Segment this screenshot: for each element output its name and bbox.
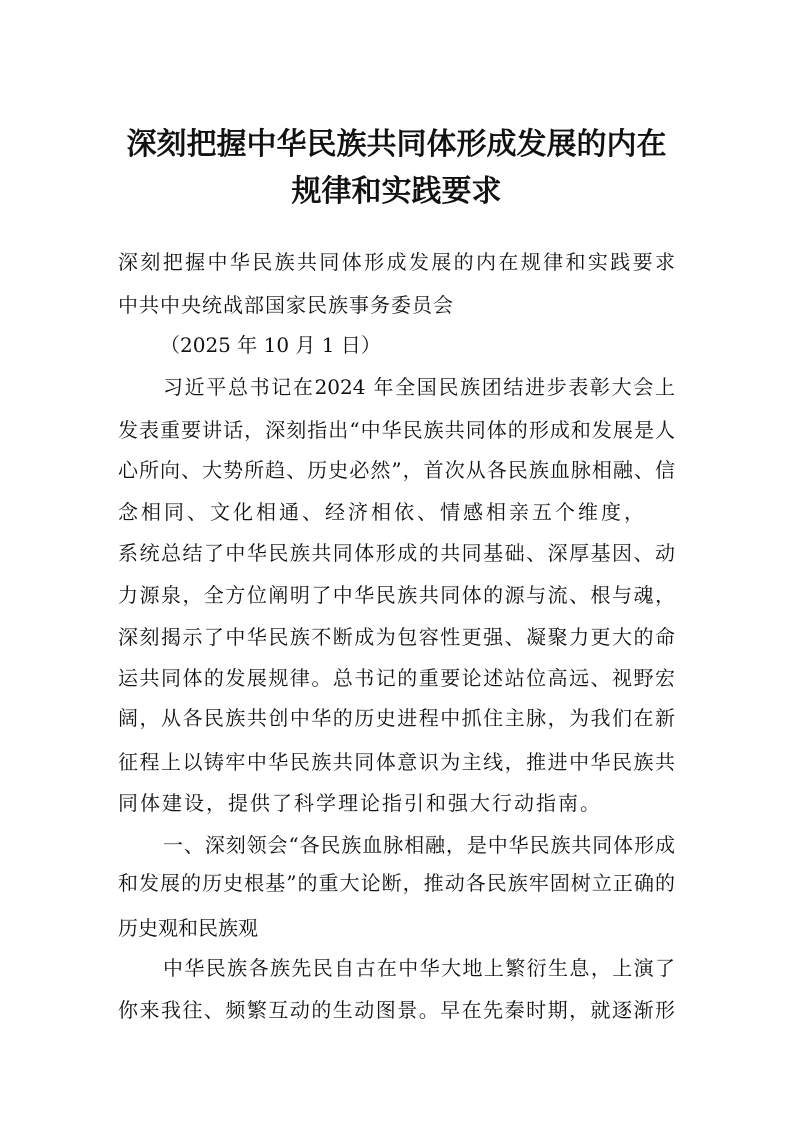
date: （2025 年 10 月 1 日）: [160, 333, 381, 357]
paragraph-line: 心所向、大势所趋、历史必然”，首次从各民族血脉相融、信: [118, 458, 675, 482]
paragraph-line: 习近平总书记在2024 年全国民族团结进步表彰大会上: [163, 375, 675, 399]
paragraph-line: 同体建设，提供了科学理论指引和强大行动指南。: [118, 791, 602, 815]
paragraph-line: 征程上以铸牢中华民族共同体意识为主线，推进中华民族共: [118, 750, 675, 774]
paragraph-line: 你来我往、频繁互动的生动图景。早在先秦时期，就逐渐形: [118, 998, 675, 1022]
paragraph-line: 中华民族各族先民自古在中华大地上繁衍生息，上演了: [163, 956, 675, 980]
paragraph-line: 发表重要讲话，深刻指出“中华民族共同体的形成和发展是人: [118, 418, 675, 442]
document-title-line-1: 深刻把握中华民族共同体形成发展的内在: [126, 127, 667, 162]
section-heading-line: 历史观和民族观: [118, 916, 258, 940]
paragraph-line: 力源泉，全方位阐明了中华民族共同体的源与流、根与魂，: [118, 583, 675, 607]
document-title-line-2: 规律和实践要求: [291, 174, 502, 209]
paragraph-line: 运共同体的发展规律。总书记的重要论述站位高远、视野宏: [118, 666, 675, 690]
section-heading-line: 一、深刻领会“各民族血脉相融，是中华民族共同体形成: [163, 833, 675, 857]
paragraph-line: 念相同、文化相通、经济相依、情感相亲五个维度，: [118, 500, 647, 524]
paragraph-line: 系统总结了中华民族共同体形成的共同基础、深厚基因、动: [118, 541, 675, 565]
section-heading-line: 和发展的历史根基”的重大论断，推动各民族牢固树立正确的: [118, 871, 675, 895]
paragraph-line: 深刻揭示了中华民族不断成为包容性更强、凝聚力更大的命: [118, 625, 675, 649]
subtitle: 深刻把握中华民族共同体形成发展的内在规律和实践要求: [118, 250, 675, 274]
paragraph-line: 阔，从各民族共创中华的历史进程中抓住主脉，为我们在新: [118, 706, 675, 730]
author: 中共中央统战部国家民族事务委员会: [118, 293, 454, 317]
